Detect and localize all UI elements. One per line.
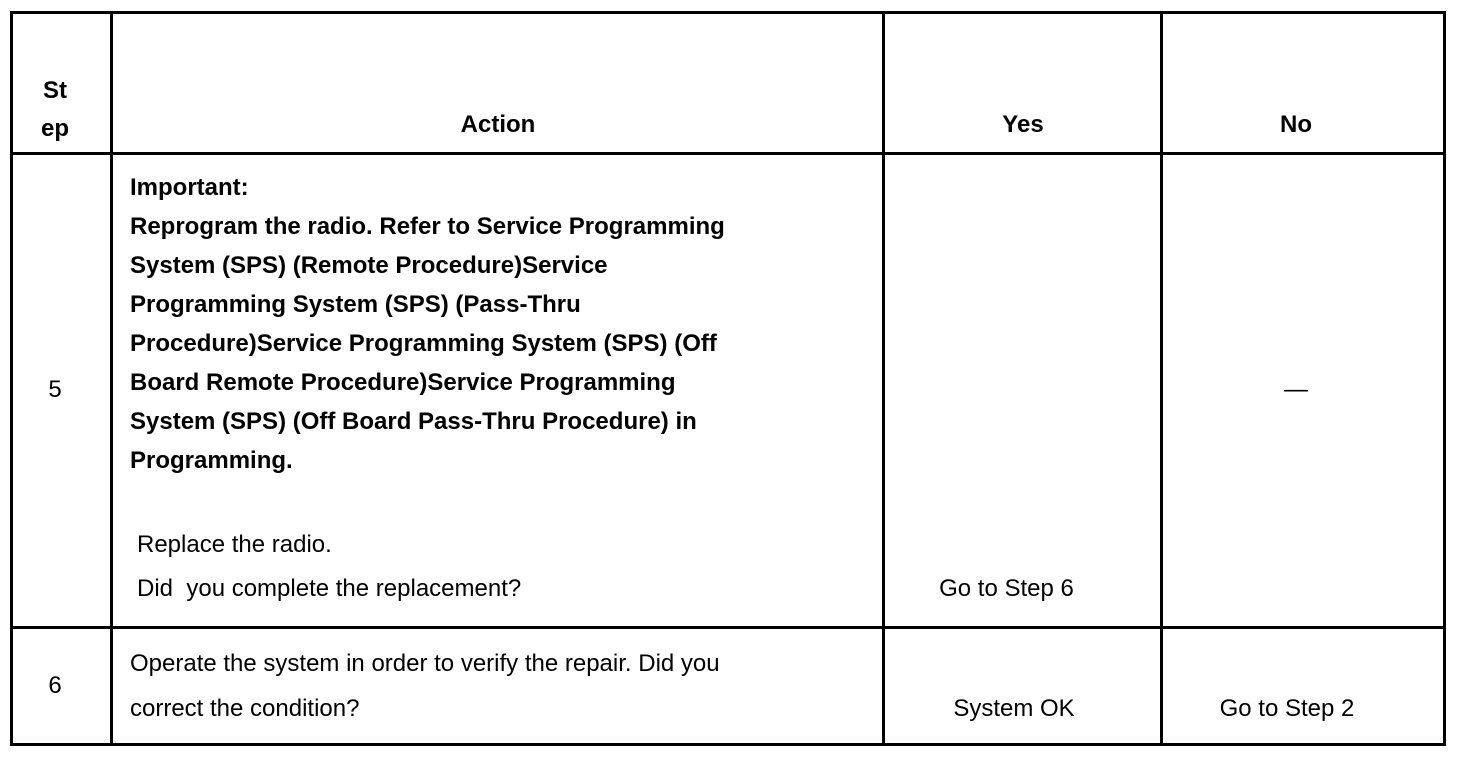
header-step: [13, 72, 97, 148]
important-line: Programming.: [130, 447, 293, 474]
action-correct-condition: correct the condition?: [130, 695, 360, 722]
important-note: [130, 168, 870, 480]
important-line: Procedure)Service Programming System (SPS) (Off: [130, 330, 717, 357]
row-divider-step5: [13, 626, 1443, 629]
important-line: System (SPS) (Off Board Pass-Thru Procedure) in: [130, 408, 697, 435]
important-line: Reprogram the radio. Refer to Service Programming: [130, 213, 725, 240]
header-no: No: [1280, 111, 1312, 138]
header-yes: Yes: [1002, 111, 1044, 138]
important-line: System (SPS) (Remote Procedure)Service: [130, 252, 608, 279]
action-replace-radio: Replace the radio.: [137, 531, 332, 558]
no-step5: —: [1284, 376, 1308, 403]
action-question-replacement: Did you complete the replacement?: [137, 575, 522, 602]
no-step6: Go to Step 2: [1219, 695, 1355, 722]
important-line: Board Remote Procedure)Service Programming: [130, 369, 676, 396]
header-step-line1: St: [43, 77, 67, 104]
row-divider-header: [13, 152, 1443, 155]
step-number-5: 5: [48, 376, 62, 403]
action-operate-system: Operate the system in order to verify the repair. Did you: [130, 650, 720, 677]
step-number-6: 6: [48, 672, 62, 699]
yes-step6: System OK: [953, 695, 1075, 722]
yes-step5: Go to Step 6: [939, 575, 1074, 602]
header-action: Action: [460, 111, 536, 138]
important-line: Programming System (SPS) (Pass-Thru: [130, 291, 581, 318]
header-step-line2: ep: [40, 115, 69, 142]
important-label: Important:: [130, 174, 249, 201]
